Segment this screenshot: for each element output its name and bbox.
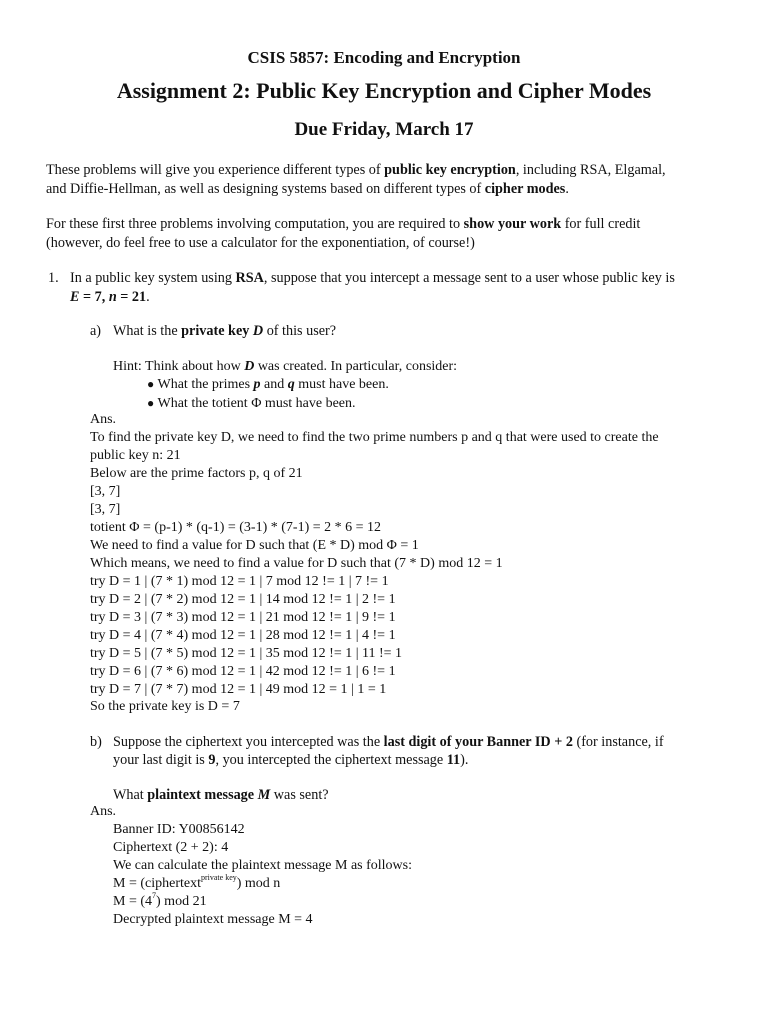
text: your last digit is: [113, 752, 209, 768]
text: of this user?: [263, 323, 337, 339]
answer-line: totient Φ = (p-1) * (q-1) = (3-1) * (7-1) = 2 * 6 = 12: [90, 520, 382, 535]
answer-line: Ans.: [90, 412, 117, 427]
text: and Diffie-Hellman, as well as designing systems based on different types of: [46, 181, 485, 197]
bold-text: show your work: [463, 216, 562, 232]
answer-line: Which means, we need to find a value for D such that (7 * D) mod 12 = 1: [90, 556, 503, 571]
text: What the primes: [157, 377, 254, 392]
answer-line: Ciphertext (2 + 2): 4: [113, 840, 229, 855]
answer-line: public key n: 21: [90, 448, 181, 463]
answer-line: [113, 893, 207, 911]
question-1-line-1: [70, 269, 675, 288]
answer-line: try D = 6 | (7 * 6) mod 12 = 1 | 42 mod 12 != 1 | 6 != 1: [90, 664, 396, 679]
text: For these first three problems involving computation, you are required to: [46, 216, 464, 232]
text: What: [113, 787, 148, 803]
answer-line: So the private key is D = 7: [90, 699, 240, 714]
text: was created. In particular, consider:: [254, 359, 458, 374]
text: These problems will give you experience different types of: [46, 162, 385, 178]
hint-bullet-1: [147, 375, 389, 394]
bold-text: 11: [446, 752, 461, 768]
bullet-icon: ●: [147, 396, 155, 410]
answer-line: try D = 4 | (7 * 4) mod 12 = 1 | 28 mod 12 != 1 | 4 != 1: [90, 628, 396, 643]
text: must have been.: [294, 377, 389, 392]
intro-paragraph-2-line-1: [46, 215, 640, 234]
text: = 21: [116, 289, 147, 305]
part-b-answer-label: Ans.: [90, 804, 117, 819]
answer-line: [113, 875, 280, 893]
answer-line: try D = 7 | (7 * 7) mod 12 = 1 | 49 mod 12 = 1 | 1 = 1: [90, 682, 387, 697]
superscript: private key: [200, 873, 237, 883]
answer-line: try D = 2 | (7 * 2) mod 12 = 1 | 14 mod 12 != 1 | 2 != 1: [90, 592, 396, 607]
text: , including RSA, Elgamal,: [515, 162, 666, 178]
answer-line: Below are the prime factors p, q of 21: [90, 466, 303, 481]
superscript: 7: [152, 891, 157, 901]
answer-line: We can calculate the plaintext message M as follows:: [113, 858, 412, 873]
hint-bullet-2: [147, 394, 356, 413]
answer-line: try D = 5 | (7 * 5) mod 12 = 1 | 35 mod 12 != 1 | 11 != 1: [90, 646, 403, 661]
answer-line: try D = 1 | (7 * 1) mod 12 = 1 | 7 mod 12 != 1 | 7 != 1: [90, 574, 389, 589]
variable-q: q: [287, 377, 295, 392]
assignment-title: Assignment 2: Public Key Encryption and Cipher Modes: [116, 78, 652, 103]
course-title: CSIS 5857: Encoding and Encryption: [247, 48, 521, 67]
intro-paragraph-1-line-2: [46, 180, 569, 199]
text: = 7,: [79, 289, 109, 305]
text: ).: [460, 752, 469, 768]
text: for full credit: [561, 216, 641, 232]
bold-text: public key encryption: [384, 162, 516, 178]
part-b-question-line-1: [113, 733, 664, 752]
text: Suppose the ciphertext you intercepted was the: [113, 734, 384, 750]
text: M = (ciphertext: [113, 876, 201, 891]
bold-text: 9: [208, 752, 216, 768]
text: .: [565, 181, 569, 197]
variable-d: D: [252, 323, 264, 339]
part-a-label: a): [90, 323, 102, 339]
variable-m: M: [257, 787, 271, 803]
due-date: Due Friday, March 17: [294, 119, 474, 140]
variable-n: n: [108, 289, 117, 305]
bold-text: cipher modes: [484, 181, 566, 197]
text: What the totient Φ must have been.: [157, 396, 356, 411]
text: (for instance, if: [572, 734, 664, 750]
answer-line: To find the private key D, we need to find the two prime numbers p and q that were used to create the: [90, 430, 659, 445]
bold-text: private key: [181, 323, 253, 339]
answer-line: Banner ID: Y00856142: [113, 822, 245, 837]
part-b-question: [113, 786, 329, 805]
text: .: [146, 289, 150, 305]
variable-d: D: [244, 359, 255, 374]
part-a-question: [113, 322, 336, 341]
bullet-icon: ●: [147, 377, 155, 391]
question-1-public-key: [70, 288, 150, 307]
text: , suppose that you intercept a message sent to a user whose public key is: [263, 270, 675, 286]
text: ) mod 21: [156, 894, 207, 909]
text: ) mod n: [236, 876, 281, 891]
answer-line: Decrypted plaintext message M = 4: [113, 912, 313, 927]
part-a-hint: [113, 357, 457, 376]
intro-paragraph-1-line-1: [46, 161, 666, 180]
text: M = (4: [113, 894, 153, 909]
text: What is the: [113, 323, 182, 339]
text: and: [260, 377, 288, 392]
text: Hint: Think about how: [113, 359, 245, 374]
bold-text: RSA: [235, 270, 264, 286]
part-b-question-line-2: [113, 751, 468, 770]
text: , you intercepted the ciphertext message: [215, 752, 447, 768]
bold-text: last digit of your Banner ID + 2: [383, 734, 573, 750]
question-number: 1.: [48, 270, 59, 286]
variable-p: p: [253, 377, 261, 392]
bold-text: plaintext message: [147, 787, 258, 803]
answer-line: [3, 7]: [90, 484, 121, 499]
answer-line: try D = 3 | (7 * 3) mod 12 = 1 | 21 mod 12 != 1 | 9 != 1: [90, 610, 396, 625]
answer-line: We need to find a value for D such that (E * D) mod Φ = 1: [90, 538, 419, 553]
text: In a public key system using: [70, 270, 236, 286]
variable-e: E: [70, 289, 80, 305]
answer-line: [3, 7]: [90, 502, 121, 517]
part-b-label: b): [90, 734, 102, 750]
text: was sent?: [270, 787, 329, 803]
intro-paragraph-2-line-2: (however, do feel free to use a calculator for the exponentiation, of course!): [46, 235, 475, 251]
